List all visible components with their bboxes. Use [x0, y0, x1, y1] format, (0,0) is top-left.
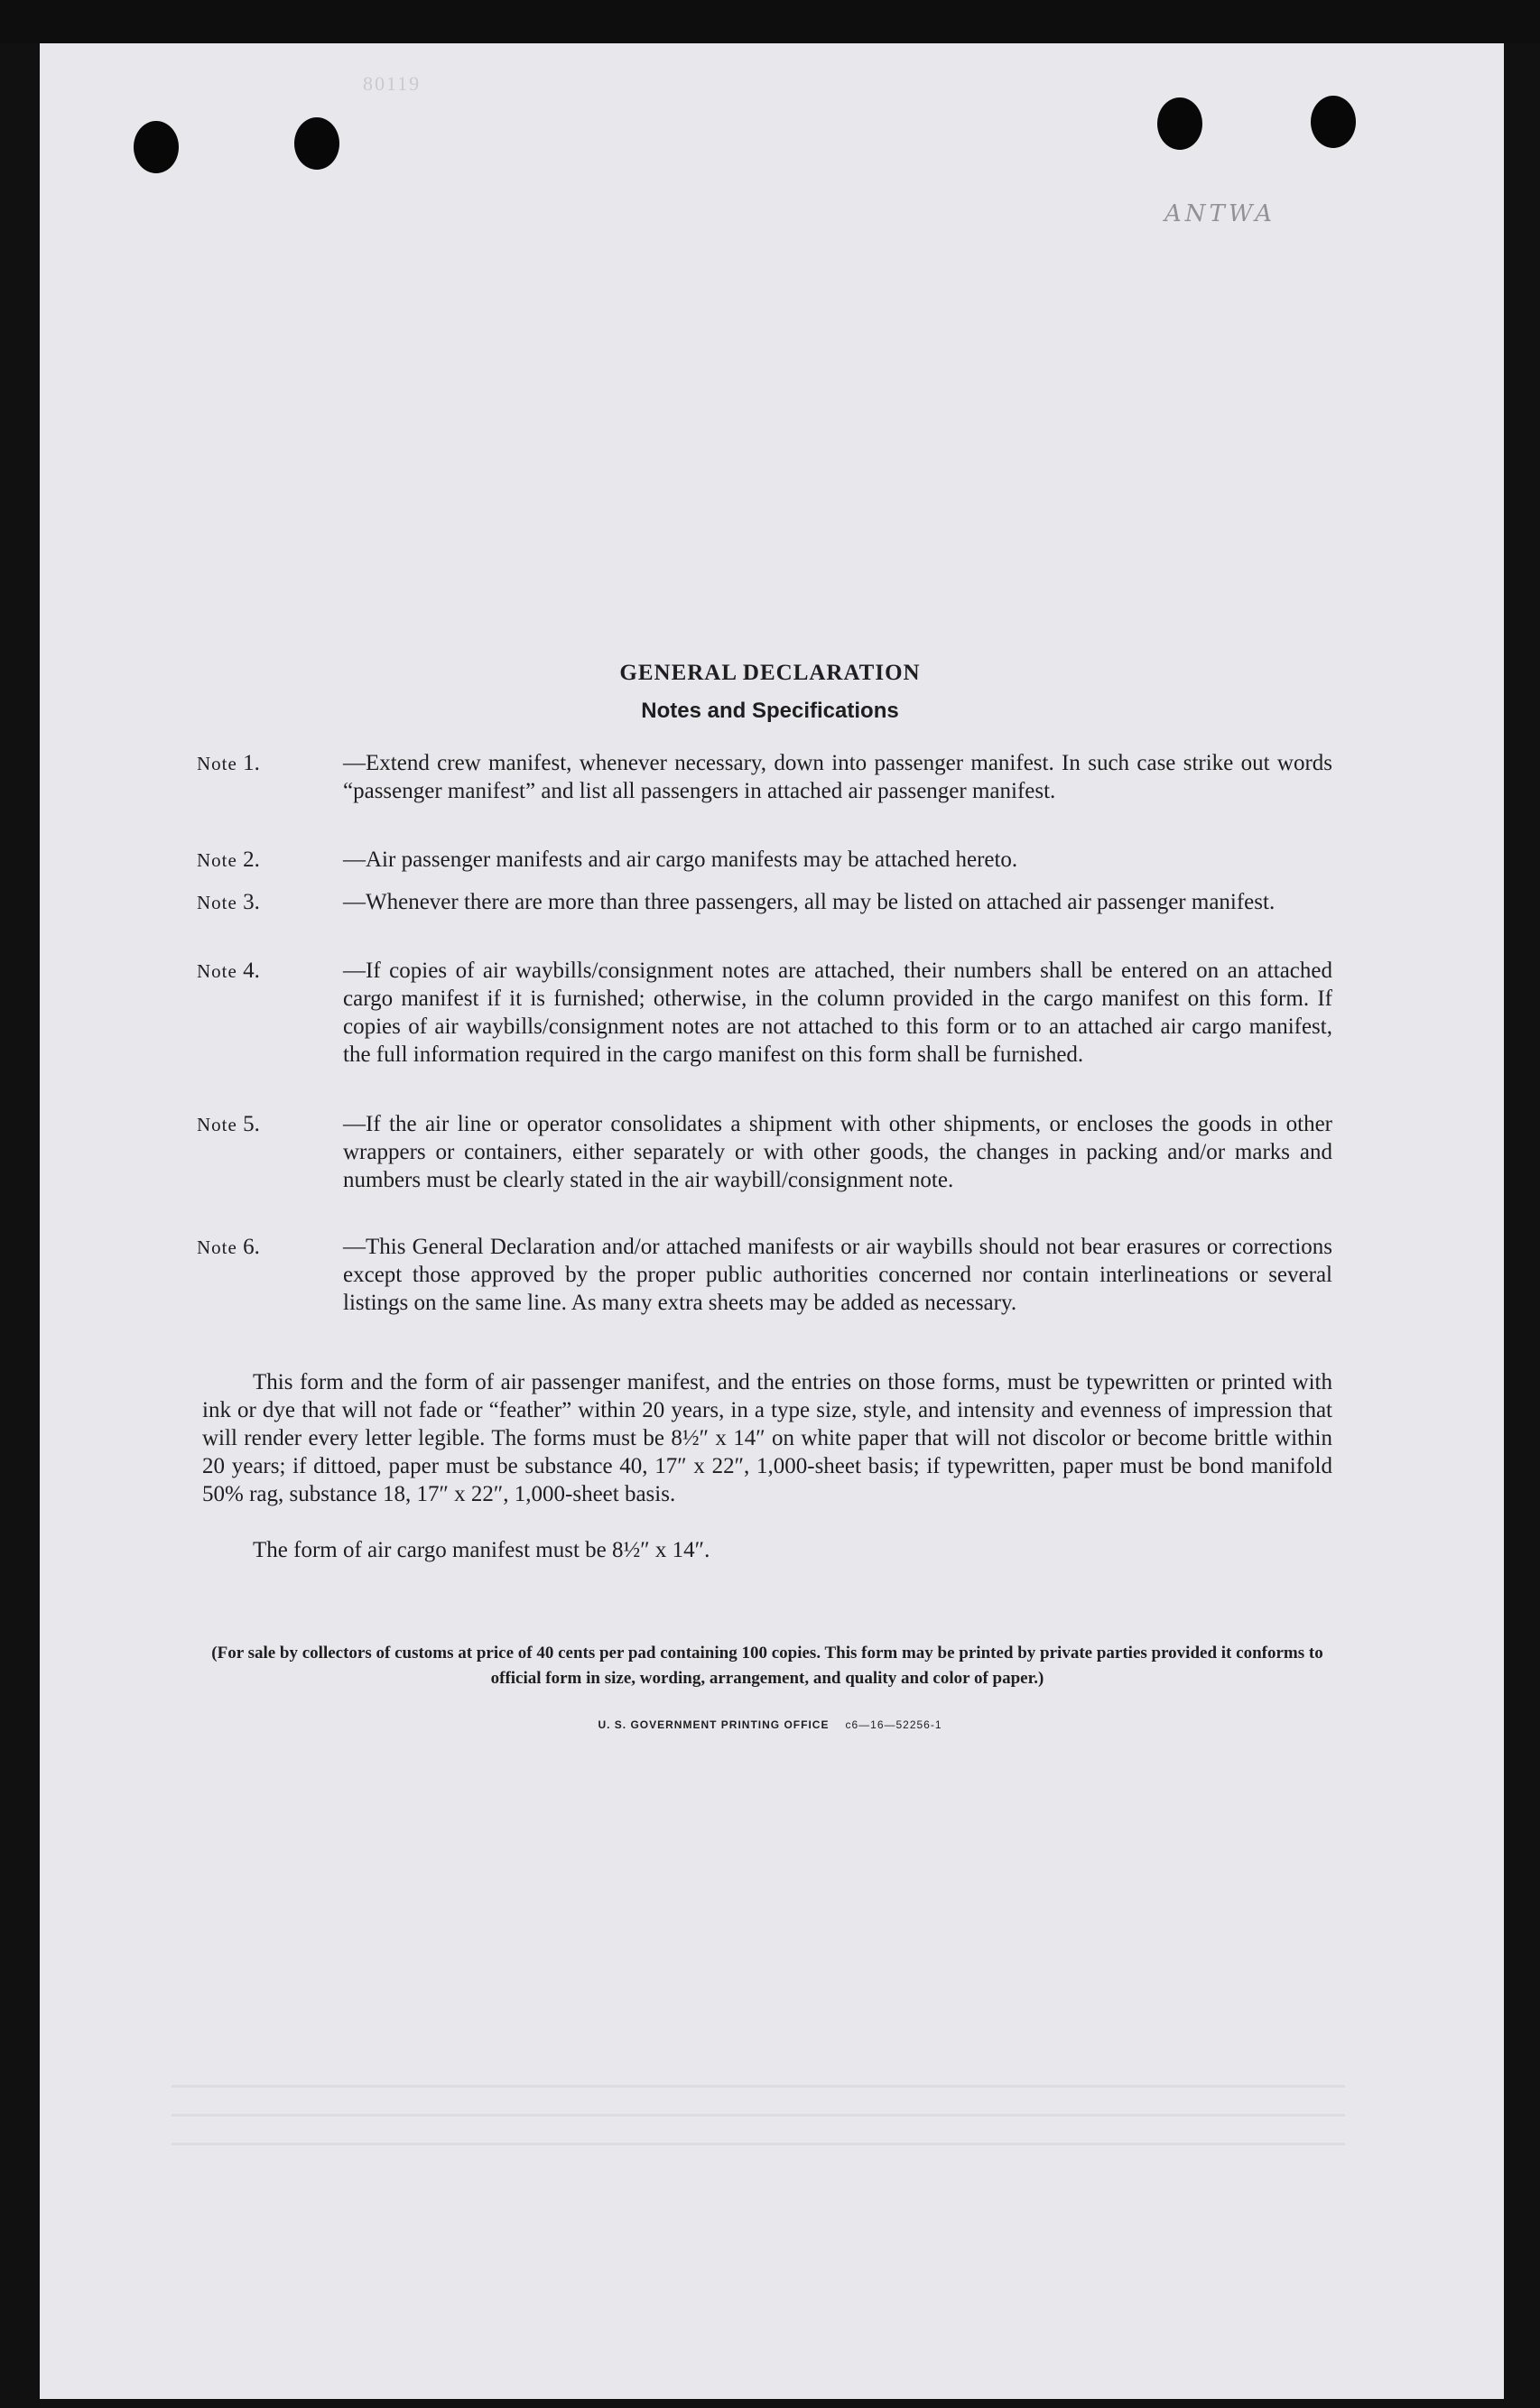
page-title: GENERAL DECLARATION [619, 661, 921, 685]
note-text: —If copies of air waybills/consignment notes are attached, their numbers shall be entered on an attached cargo manifest if it is furnished; otherwise, in the column provided in the cargo manifest on this form. If copies of air waybills/consignment notes are not attached to this form or to an attached air cargo manifest, the full information required in the cargo manifest on this form shall be furnished. [343, 959, 1332, 1067]
note-text: —This General Declaration and/or attached manifests or air waybills should not bear erasures or corrections except those approved by the proper public authorities concerned nor contain interlineations or several listings on the same line. As many extra sheets may be added as necessary. [343, 1235, 1332, 1315]
punch-hole-left-2 [294, 117, 339, 170]
show-through-line [172, 2114, 1345, 2116]
document-page [40, 43, 1504, 2399]
note-3 [197, 888, 1332, 916]
note-label: Note 3. [197, 890, 260, 914]
note-text: —Extend crew manifest, whenever necessary, down into passenger manifest. In such case strike out words “passenger manifest” and list all passengers in attached air passenger manifest. [343, 751, 1332, 803]
form-specification-paragraph: This form and the form of air passenger manifest, and the entries on those forms, must be typewritten or printed with ink or dye that will not fade or “feather” within 20 years, in a type size, style, and intensity and evenness of impression that will render every letter legible. The forms must be 8½″ x 14″ on white paper that will not discolor or become brittle within 20 years; if dittoed, paper must be substance 40, 17″ x 22″, 1,000-sheet basis; if typewritten, paper must be bond manifold 50% rag, substance 18, 17″ x 22″, 1,000-sheet basis. [202, 1370, 1332, 1506]
printer-code: c6—16—52256-1 [845, 1718, 942, 1731]
note-text: —If the air line or operator consolidates a shipment with other shipments, or encloses the goods in other wrappers or containers, either separately or with other goods, the changes in packing and/or marks and numbers must be clearly stated in the air waybill/consignment note. [343, 1112, 1332, 1192]
punch-hole-left-1 [134, 121, 179, 173]
note-label: Note 5. [197, 1112, 260, 1136]
show-through-line [172, 2085, 1345, 2088]
note-label: Note 6. [197, 1235, 260, 1259]
handwritten-mark: ANTWA [1164, 200, 1276, 227]
note-label: Note 4. [197, 959, 260, 983]
note-label: Note 2. [197, 847, 260, 872]
page-subtitle: Notes and Specifications [641, 699, 899, 723]
note-4 [197, 957, 1332, 1069]
faint-stamp: 80119 [363, 72, 422, 95]
note-1 [197, 749, 1332, 805]
note-6 [197, 1233, 1332, 1317]
note-text: —Air passenger manifests and air cargo manifests may be attached hereto. [343, 847, 1018, 872]
note-5 [197, 1110, 1332, 1194]
sale-notice: (For sale by collectors of customs at price of 40 cents per pad containing 100 copies. This form may be printed by private parties provided it conforms to official form in size, wording, arrangement, and quality and color of paper.) [211, 1644, 1323, 1688]
scan-border [0, 0, 1540, 43]
note-2 [197, 846, 1332, 874]
cargo-manifest-size-line: The form of air cargo manifest must be 8½″ x 14″. [253, 1538, 710, 1562]
punch-hole-right-2 [1311, 96, 1356, 148]
printer-office: U. S. GOVERNMENT PRINTING OFFICE [598, 1718, 830, 1731]
punch-hole-right-1 [1157, 97, 1202, 150]
note-text: —Whenever there are more than three passengers, all may be listed on attached air passenger manifest. [343, 890, 1276, 914]
printer-imprint [0, 1718, 1540, 1731]
note-label: Note 1. [197, 751, 260, 775]
show-through-line [172, 2143, 1345, 2145]
